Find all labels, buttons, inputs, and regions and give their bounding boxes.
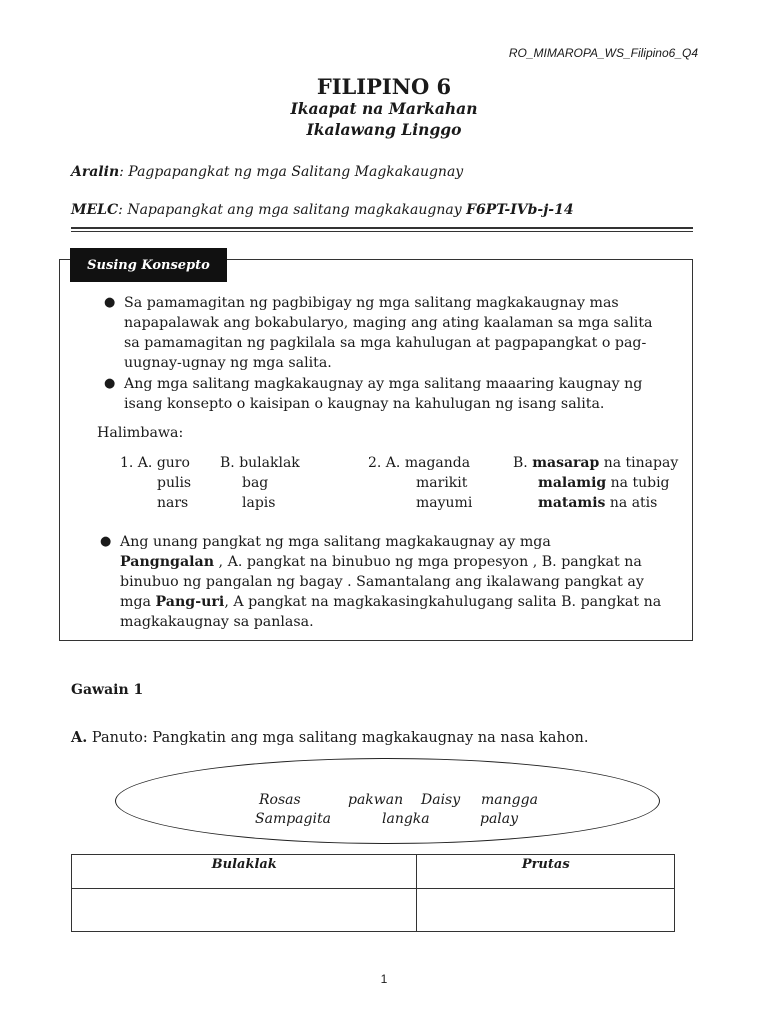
example-2-b-bold: masarap bbox=[532, 455, 600, 471]
activity-title: Gawain 1 bbox=[71, 682, 144, 698]
word-item: mangga bbox=[481, 792, 538, 808]
aralin-line bbox=[71, 164, 463, 180]
page-number: 1 bbox=[380, 972, 388, 986]
concept-bullet-1-line: uugnay-ugnay ng mga salita. bbox=[124, 355, 332, 371]
table-header-row bbox=[72, 855, 675, 889]
example-2-b-head bbox=[513, 453, 678, 473]
concept-bullet-3-line: binubuo ng pangalan ng bagay . Samantalang ang ikalawang pangkat ay bbox=[120, 574, 644, 590]
melc-line bbox=[71, 202, 574, 218]
word-item: Rosas bbox=[259, 792, 301, 808]
pangngalan-term: Pangngalan bbox=[120, 554, 215, 570]
instruction-label: A. bbox=[71, 729, 88, 746]
table-row bbox=[72, 889, 675, 932]
document-code: RO_MIMAROPA_WS_Filipino6_Q4 bbox=[508, 46, 698, 60]
example-2-b-rest: na tinapay bbox=[599, 455, 679, 471]
prutas-answer-cell[interactable] bbox=[417, 889, 675, 932]
header-divider bbox=[71, 227, 693, 229]
bullet-icon: ● bbox=[104, 376, 116, 391]
concept-bullet-3-line bbox=[120, 592, 661, 612]
concept-bullet-3-text: mga bbox=[120, 594, 156, 610]
concept-bullet-2-line: Ang mga salitang magkakaugnay ay mga salitang maaaring kaugnay ng bbox=[124, 376, 643, 392]
example-2-a-item: mayumi bbox=[416, 495, 473, 511]
example-2-b-bold: matamis bbox=[538, 495, 606, 511]
concept-bullet-1-line: Sa pamamagitan ng pagbibigay ng mga salitang magkakaugnay mas bbox=[124, 295, 619, 311]
example-2-a-item: marikit bbox=[416, 475, 468, 491]
example-1-head: 1. A. guro bbox=[120, 455, 190, 471]
bullet-icon: ● bbox=[104, 295, 116, 310]
concept-bullet-1-line: napapalawak ang bokabularyo, maging ang ating kaalaman sa mga salita bbox=[124, 315, 653, 331]
concept-bullet-3-line: magkakaugnay sa panlasa. bbox=[120, 614, 314, 630]
panguri-term: Pang-uri bbox=[155, 594, 225, 610]
example-1-a-item: nars bbox=[157, 495, 189, 511]
example-2-b-rest: na atis bbox=[605, 495, 658, 511]
prutas-header: Prutas bbox=[417, 855, 675, 889]
melc-label: MELC bbox=[71, 202, 119, 218]
example-2-b-prefix: B. bbox=[513, 455, 533, 471]
page-title: FILIPINO 6 bbox=[316, 74, 452, 99]
example-2-head: 2. A. maganda bbox=[368, 455, 471, 471]
concept-bullet-3-text: , A pangkat na magkakasingkahulugang salita B. pangkat na bbox=[224, 594, 662, 610]
word-item: Sampagita bbox=[255, 811, 331, 827]
example-2-b-rest: na tubig bbox=[606, 475, 670, 491]
concept-bullet-3-text: , A. pangkat na binubuo ng mga propesyon , B. pangkat na bbox=[214, 554, 642, 570]
week-subtitle: Ikalawang Linggo bbox=[306, 120, 462, 139]
answer-table bbox=[71, 854, 675, 932]
instruction-text: Panuto: Pangkatin ang mga salitang magkakaugnay na nasa kahon. bbox=[87, 730, 589, 746]
concept-bullet-2-line: isang konsepto o kaisipan o kaugnay na kahulugan ng isang salita. bbox=[124, 396, 605, 412]
example-1-b-head: B. bulaklak bbox=[220, 455, 300, 471]
aralin-label: Aralin bbox=[71, 164, 120, 180]
word-item: palay bbox=[480, 811, 519, 827]
example-label: Halimbawa: bbox=[97, 425, 184, 441]
activity-instruction bbox=[71, 729, 589, 746]
example-1-b-item: lapis bbox=[242, 495, 276, 511]
header-divider-thin bbox=[71, 231, 693, 232]
word-item: Daisy bbox=[421, 792, 461, 808]
bullet-icon: ● bbox=[100, 534, 112, 549]
concept-bullet-1-line: sa pamamagitan ng pagkilala sa mga kahulugan at pagpapangkat o pag- bbox=[124, 335, 647, 351]
example-1-a-item: pulis bbox=[157, 475, 192, 491]
melc-code: F6PT-IVb-j-14 bbox=[466, 202, 574, 218]
word-item: pakwan bbox=[348, 792, 404, 808]
concept-bullet-3-line: Ang unang pangkat ng mga salitang magkakaugnay ay mga bbox=[120, 534, 551, 550]
word-item: langka bbox=[382, 811, 430, 827]
melc-text: : Napapangkat ang mga salitang magkakaugnay bbox=[118, 202, 467, 218]
bulaklak-answer-cell[interactable] bbox=[72, 889, 417, 932]
bulaklak-header: Bulaklak bbox=[72, 855, 417, 889]
concept-bullet-3-line bbox=[120, 552, 661, 572]
concept-bullet-1 bbox=[104, 293, 653, 373]
concept-tab: Susing Konsepto bbox=[70, 248, 227, 282]
example-2-b-item bbox=[538, 473, 670, 493]
aralin-text: : Pagpapangkat ng mga Salitang Magkakaugnay bbox=[119, 164, 464, 180]
concept-bullet-3 bbox=[100, 532, 662, 632]
quarter-subtitle: Ikaapat na Markahan bbox=[290, 99, 478, 118]
concept-bullet-2 bbox=[104, 374, 643, 414]
example-1-b-item: bag bbox=[242, 475, 269, 491]
example-2-b-bold: malamig bbox=[538, 475, 607, 491]
example-2-b-item bbox=[538, 493, 657, 513]
